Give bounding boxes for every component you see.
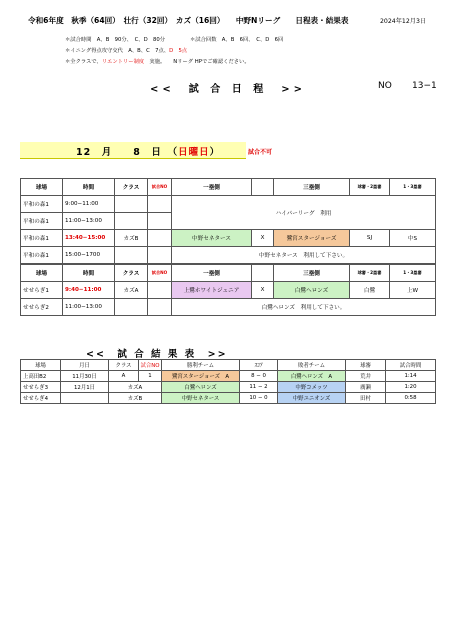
result-class: カズA: [109, 382, 162, 393]
date-bar-text: [76, 144, 220, 158]
note-game-time: ＊試合時間 A、B 90分、 C、D 80分: [65, 37, 166, 43]
header-vs: [252, 179, 274, 196]
header-third-base: 三塁側: [274, 265, 350, 282]
results-header-umpire: 球審: [346, 360, 386, 371]
no-label: NO: [378, 81, 392, 91]
result-venue: せせらぎ3: [21, 382, 61, 393]
results-header-duration: 試合時間: [386, 360, 436, 371]
class-cell: [115, 299, 148, 316]
note-inning-points-d: D 5点: [169, 48, 188, 54]
header-vs: [252, 265, 274, 282]
result-date: 12月1日: [61, 382, 109, 393]
time-cell: 13:40−15:00: [63, 230, 115, 247]
result-loser: 中野コメッツ: [278, 382, 346, 393]
note-innings: ＊試合回数 A、B 6回、 C、D 6回: [190, 37, 284, 43]
time-cell: 9:40−11:00: [63, 282, 115, 299]
header-umpire-plate: 球審・2塁審: [350, 179, 390, 196]
date-bar-close: ）: [209, 147, 221, 158]
table-row: [21, 393, 436, 404]
result-duration: 1:20: [386, 382, 436, 393]
schedule-table-1: [20, 178, 436, 264]
no-value: 13−1: [412, 81, 437, 91]
header-time: 時間: [63, 265, 115, 282]
note-reentry-suffix: 実施。 Nリーグ HPでご確認ください。: [144, 59, 250, 65]
note-inning-points-text: ＊イニング得点攻守交代 A、B、C 7点、: [65, 48, 170, 54]
table-row: [21, 371, 436, 382]
umpire-plate-cell: SJ: [350, 230, 390, 247]
game-no-cell: [148, 196, 172, 213]
table-row: [21, 382, 436, 393]
results-title: << 試 合 結 果 表 >>: [86, 349, 228, 360]
result-loser: 中野ユニオンズ: [278, 393, 346, 404]
venue-cell: 平和の森1: [21, 213, 63, 230]
table-row: [21, 247, 436, 264]
game-no-cell: [148, 230, 172, 247]
result-date: [61, 393, 109, 404]
class-cell: カズA: [115, 282, 148, 299]
game-no-cell: [148, 247, 172, 264]
venue-cell: せせらぎ1: [21, 282, 63, 299]
result-game-no: 1: [139, 371, 162, 382]
table-row: [21, 282, 436, 299]
game-no-cell: [148, 299, 172, 316]
class-cell: [115, 247, 148, 264]
result-class: カズB: [109, 393, 162, 404]
table-header-row: [21, 179, 436, 196]
venue-cell: 平和の森1: [21, 196, 63, 213]
header-first-base: 一塁側: [172, 179, 252, 196]
class-cell: [115, 196, 148, 213]
venue-cell: 平和の森1: [21, 247, 63, 264]
note-reentry-prefix: ＊全クラスで、: [65, 59, 102, 65]
result-umpire: 荒井: [346, 371, 386, 382]
note-reentry: [65, 57, 250, 65]
header-time: 時間: [63, 179, 115, 196]
result-score: 8 − 0: [240, 371, 278, 382]
time-cell: 15:00−1700: [63, 247, 115, 264]
vs-cell: X: [252, 230, 274, 247]
third-base-team: 鷺宮スタージョーズ: [274, 230, 350, 247]
header-class: クラス: [115, 179, 148, 196]
umpire-plate-cell: 白鷺: [350, 282, 390, 299]
game-no-cell: [148, 282, 172, 299]
class-cell: カズB: [115, 230, 148, 247]
result-loser: 白鷺ヘロンズ A: [278, 371, 346, 382]
result-score: 11 − 2: [240, 382, 278, 393]
first-base-team: 中野セネタース: [172, 230, 252, 247]
third-base-team: 白鷺ヘロンズ: [274, 282, 350, 299]
document-title: 令和6年度 秋季（64回） 壮行（32回） カズ（16回） 中野Nリーグ 日程表・結果表: [28, 16, 349, 25]
vs-cell: X: [252, 282, 274, 299]
header-class: クラス: [115, 265, 148, 282]
header-third-base: 三塁側: [274, 179, 350, 196]
result-duration: 0:58: [386, 393, 436, 404]
date-bar-date: 12 月 8 日 （: [76, 147, 179, 158]
header-game-no: 試合NO: [148, 179, 172, 196]
class-cell: [115, 213, 148, 230]
header-umpire-bases: 1・3塁審: [390, 179, 436, 196]
note-inning-points: [65, 46, 187, 54]
result-score: 10 − 0: [240, 393, 278, 404]
results-header-loser: 敗者チーム: [278, 360, 346, 371]
results-table: [20, 359, 436, 404]
schedule-table-2: [20, 264, 436, 316]
result-date: 11月30日: [61, 371, 109, 382]
results-header-class: クラス: [109, 360, 139, 371]
table-row: [21, 230, 436, 247]
result-winner: 中野セネタース: [162, 393, 240, 404]
result-winner: 鷺宮スタージョーズ A: [162, 371, 240, 382]
table-row: [21, 299, 436, 316]
document-date: 2024年12月3日: [380, 18, 427, 25]
venue-cell: 平和の森1: [21, 230, 63, 247]
result-umpire: 廣瀬: [346, 382, 386, 393]
header-umpire-bases: 1・3塁審: [390, 265, 436, 282]
header-venue: 球場: [21, 265, 63, 282]
time-cell: 11:00−13:00: [63, 213, 115, 230]
result-duration: 1:14: [386, 371, 436, 382]
schedule-title: << 試 合 日 程 >>: [150, 84, 306, 95]
cannot-play-label: 試合不可: [248, 149, 273, 156]
result-umpire: 田村: [346, 393, 386, 404]
umpire-bases-cell: 中S: [390, 230, 436, 247]
first-base-team: 上鷺ホワイトジュニア: [172, 282, 252, 299]
venue-cell: せせらぎ2: [21, 299, 63, 316]
results-header-score: ｽｺｱ: [240, 360, 278, 371]
note-reentry-red: リエントリー制度: [101, 59, 145, 65]
umpire-bases-cell: 上W: [390, 282, 436, 299]
date-bar-day: 日曜日: [178, 147, 210, 158]
results-header-venue: 球場: [21, 360, 61, 371]
header-umpire-plate: 球審・2塁審: [350, 265, 390, 282]
merged-note-cell: 白鷺ヘロンズ 利用して下さい。: [172, 299, 436, 316]
game-no-cell: [148, 213, 172, 230]
merged-note-cell: ハイパーリーグ 利用: [172, 196, 436, 230]
results-header-game-no: 試合NO: [139, 360, 162, 371]
result-venue: せせらぎ4: [21, 393, 61, 404]
results-header-date: 月日: [61, 360, 109, 371]
result-class: A: [109, 371, 139, 382]
merged-note-cell: 中野セネタース 利用して下さい。: [172, 247, 436, 264]
header-game-no: 試合NO: [148, 265, 172, 282]
table-row: [21, 196, 436, 213]
time-cell: 9:00−11:00: [63, 196, 115, 213]
results-header-row: [21, 360, 436, 371]
result-winner: 白鷺ヘロンズ: [162, 382, 240, 393]
results-header-winner: 勝利チーム: [162, 360, 240, 371]
header-first-base: 一塁側: [172, 265, 252, 282]
table-header-row: [21, 265, 436, 282]
header-venue: 球場: [21, 179, 63, 196]
result-venue: 上高田B2: [21, 371, 61, 382]
time-cell: 11:00−13:00: [63, 299, 115, 316]
